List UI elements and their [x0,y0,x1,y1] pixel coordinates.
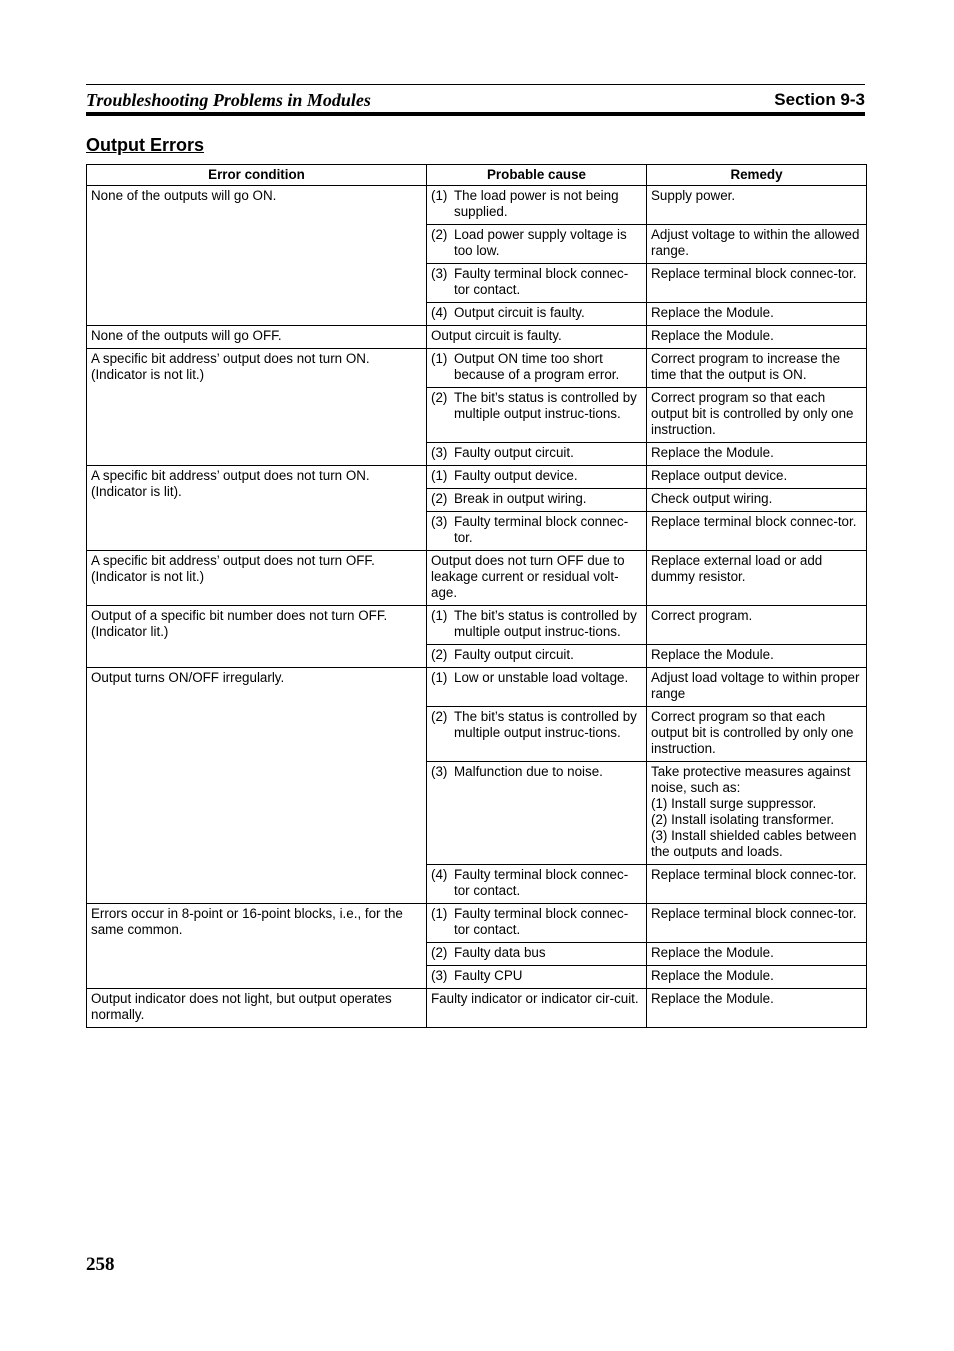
remedy-line: Replace the Module. [651,991,774,1006]
cause-number: (2) [431,390,448,405]
cause-number: (2) [431,945,448,960]
probable-cause-cell [427,865,647,904]
cause-number: (2) [431,227,448,242]
cause-text: The bit’s status is controlled by multiple output instruc-tions. [454,608,637,639]
numbered-cause [431,906,642,938]
remedy-cell [647,186,867,225]
remedy-line: Check output wiring. [651,491,773,506]
remedy-cell [647,943,867,966]
numbered-cause [431,514,642,546]
remedy-line: (2) Install isolating transformer. [651,812,835,827]
remedy-cell [647,466,867,489]
probable-cause-cell [427,668,647,707]
remedy-line: Replace output device. [651,468,788,483]
probable-cause-cell [427,186,647,225]
remedy-line: Replace the Module. [651,647,774,662]
numbered-cause [431,945,642,961]
remedy-cell [647,551,867,606]
table-row [87,466,867,489]
cause-number: (1) [431,351,448,366]
remedy-cell [647,349,867,388]
table-row [87,904,867,943]
remedy-cell [647,303,867,326]
table-row [87,186,867,225]
remedy-line: Replace terminal block connec-tor. [651,514,857,529]
cause-number: (4) [431,867,448,882]
header-rule [86,112,865,116]
remedy-cell [647,865,867,904]
running-title: Troubleshooting Problems in Modules [86,90,371,110]
page-header [86,84,865,113]
remedy-cell [647,489,867,512]
probable-cause-cell [427,943,647,966]
remedy-cell [647,264,867,303]
remedy-line: Adjust voltage to within the allowed range. [651,227,860,258]
remedy-line: Replace terminal block connec-tor. [651,266,857,281]
probable-cause-cell [427,388,647,443]
table-header-row [87,165,867,186]
table-row [87,349,867,388]
remedy-cell [647,512,867,551]
numbered-cause [431,968,642,984]
cause-text: Malfunction due to noise. [454,764,603,779]
table-row [87,989,867,1028]
output-errors-table [86,164,867,1028]
cause-text: Faulty terminal block connec-tor contact. [454,867,629,898]
cause-text: Faulty terminal block connec-tor contact. [454,266,629,297]
remedy-line: Replace the Module. [651,305,774,320]
error-condition-cell: None of the outputs will go ON. [87,186,427,326]
probable-cause-cell: Faulty indicator or indicator cir-cuit. [427,989,647,1028]
numbered-cause [431,351,642,383]
numbered-cause [431,305,642,321]
error-condition-cell: Output turns ON/OFF irregularly. [87,668,427,904]
remedy-line: Replace the Module. [651,945,774,960]
probable-cause-cell [427,966,647,989]
cause-text: Low or unstable load voltage. [454,670,629,685]
probable-cause-cell [427,225,647,264]
remedy-cell [647,443,867,466]
cause-number: (1) [431,188,448,203]
cause-text: Faulty data bus [454,945,546,960]
probable-cause-cell [427,762,647,865]
cause-number: (1) [431,608,448,623]
column-header-remedy: Remedy [647,165,867,186]
cause-text: Faulty output device. [454,468,578,483]
numbered-cause [431,227,642,259]
error-condition-cell: A specific bit address’ output does not turn OFF. (Indicator is not lit.) [87,551,427,606]
numbered-cause [431,445,642,461]
cause-number: (1) [431,468,448,483]
error-condition-cell: Output of a specific bit number does not turn OFF. (Indicator lit.) [87,606,427,668]
remedy-line: Correct program. [651,608,753,623]
remedy-line: Replace terminal block connec-tor. [651,906,857,921]
remedy-line: Correct program so that each output bit is controlled by only one instruction. [651,709,854,756]
table-row [87,326,867,349]
remedy-line: Replace the Module. [651,328,774,343]
remedy-cell [647,225,867,264]
numbered-cause [431,468,642,484]
cause-text: Output circuit is faulty. [454,305,585,320]
error-condition-cell: None of the outputs will go OFF. [87,326,427,349]
remedy-cell [647,606,867,645]
numbered-cause [431,709,642,741]
probable-cause-cell [427,606,647,645]
remedy-cell [647,762,867,865]
probable-cause-cell [427,489,647,512]
cause-text: Faulty output circuit. [454,445,574,460]
cause-text: Load power supply voltage is too low. [454,227,627,258]
remedy-line: Take protective measures against noise, such as: [651,764,851,795]
cause-text: Faulty output circuit. [454,647,574,662]
probable-cause-cell: Output does not turn OFF due to leakage current or residual volt-age. [427,551,647,606]
cause-number: (2) [431,491,448,506]
probable-cause-cell [427,264,647,303]
error-condition-cell: Output indicator does not light, but output operates normally. [87,989,427,1028]
numbered-cause [431,608,642,640]
cause-number: (3) [431,445,448,460]
probable-cause-cell [427,349,647,388]
cause-number: (1) [431,906,448,921]
numbered-cause [431,491,642,507]
probable-cause-cell [427,512,647,551]
cause-text: Faulty terminal block connec-tor. [454,514,629,545]
probable-cause-cell [427,443,647,466]
remedy-line: Replace the Module. [651,445,774,460]
probable-cause-cell: Output circuit is faulty. [427,326,647,349]
cause-number: (2) [431,647,448,662]
cause-text: The load power is not being supplied. [454,188,619,219]
table-row [87,551,867,606]
cause-text: Output ON time too short because of a program error. [454,351,620,382]
probable-cause-cell [427,466,647,489]
cause-text: The bit’s status is controlled by multiple output instruc-tions. [454,709,637,740]
probable-cause-cell [427,645,647,668]
cause-number: (3) [431,266,448,281]
cause-number: (3) [431,764,448,779]
remedy-cell [647,388,867,443]
remedy-line: Correct program to increase the time that the output is ON. [651,351,841,382]
error-condition-cell: A specific bit address’ output does not turn ON. (Indicator is not lit.) [87,349,427,466]
remedy-line: (3) Install shielded cables between the outputs and loads. [651,828,857,859]
numbered-cause [431,670,642,686]
error-condition-cell: Errors occur in 8-point or 16-point blocks, i.e., for the same common. [87,904,427,989]
remedy-cell [647,904,867,943]
cause-number: (4) [431,305,448,320]
cause-number: (3) [431,514,448,529]
section-number: Section 9-3 [774,90,865,109]
cause-text: The bit’s status is controlled by multiple output instruc-tions. [454,390,637,421]
numbered-cause [431,764,642,780]
section-title: Output Errors [86,135,205,155]
remedy-line: Replace terminal block connec-tor. [651,867,857,882]
numbered-cause [431,867,642,899]
numbered-cause [431,188,642,220]
cause-number: (1) [431,670,448,685]
remedy-line: (1) Install surge suppressor. [651,796,817,811]
remedy-line: Supply power. [651,188,736,203]
numbered-cause [431,266,642,298]
table-row [87,668,867,707]
cause-text: Break in output wiring. [454,491,587,506]
column-header-probable-cause: Probable cause [427,165,647,186]
remedy-cell [647,989,867,1028]
cause-number: (2) [431,709,448,724]
numbered-cause [431,647,642,663]
remedy-cell [647,668,867,707]
cause-text: Faulty CPU [454,968,523,983]
numbered-cause [431,390,642,422]
table-row [87,606,867,645]
probable-cause-cell [427,904,647,943]
remedy-cell [647,326,867,349]
page-number: 258 [86,1254,115,1275]
remedy-line: Adjust load voltage to within proper range [651,670,860,701]
error-condition-cell: A specific bit address’ output does not turn ON. (Indicator is lit). [87,466,427,551]
probable-cause-cell [427,707,647,762]
remedy-cell [647,707,867,762]
remedy-line: Replace the Module. [651,968,774,983]
column-header-error-condition: Error condition [87,165,427,186]
probable-cause-cell [427,303,647,326]
remedy-cell [647,645,867,668]
remedy-line: Replace external load or add dummy resistor. [651,553,823,584]
remedy-line: Correct program so that each output bit is controlled by only one instruction. [651,390,854,437]
cause-text: Faulty terminal block connec-tor contact. [454,906,629,937]
table-body [87,186,867,1028]
remedy-cell [647,966,867,989]
cause-number: (3) [431,968,448,983]
